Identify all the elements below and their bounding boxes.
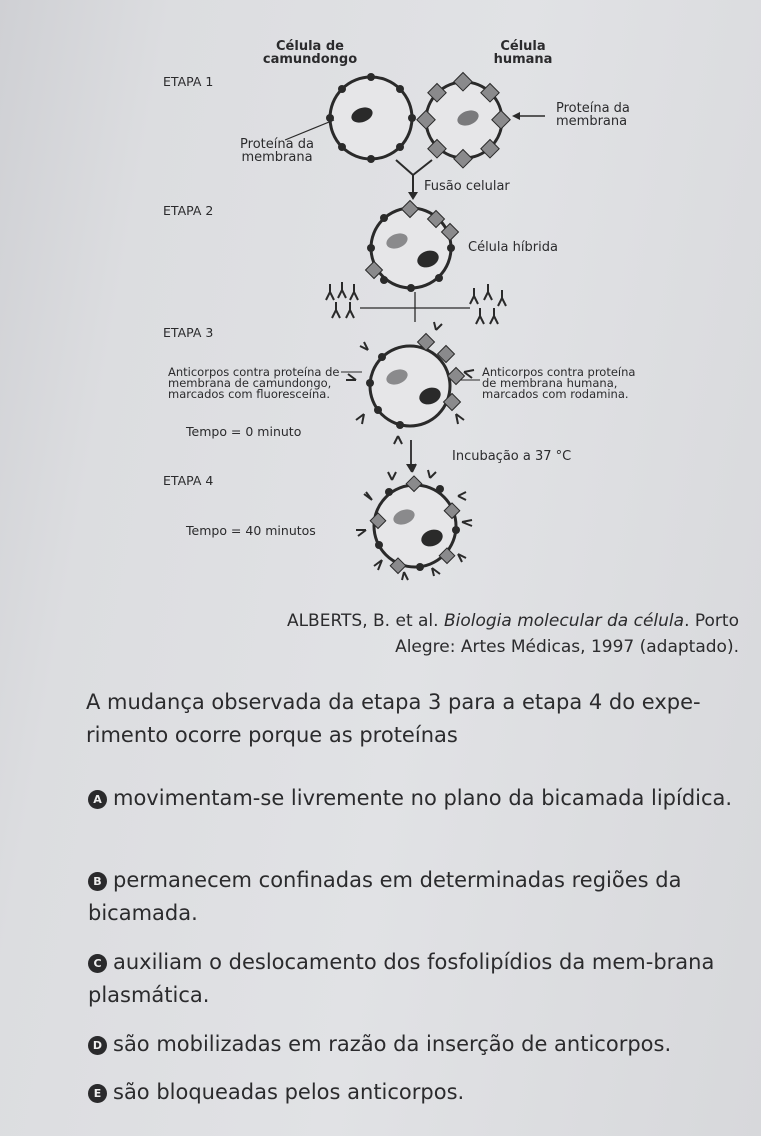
header-human [478, 40, 568, 66]
incubation-label: Incubação a 37 °C [452, 449, 572, 464]
protein-left-label [232, 138, 322, 164]
antibody-human-line1: Anticorpos contra proteína [482, 365, 636, 379]
option-d-badge: D [88, 1036, 107, 1055]
option-e-badge: E [88, 1084, 107, 1103]
antibody-mouse-line1: Anticorpos contra proteína de [168, 365, 340, 379]
protein-right-line2: membrana [556, 114, 628, 129]
citation-title: Biologia molecular da célula [443, 611, 685, 631]
protein-right-label [556, 102, 630, 128]
fusion-label: Fusão celular [424, 179, 510, 194]
cell-time-0 [346, 322, 474, 444]
option-e[interactable] [88, 1076, 738, 1109]
option-b[interactable] [88, 864, 738, 930]
human-cell [417, 73, 510, 168]
hybrid-label: Célula híbrida [468, 240, 558, 255]
protein-left-line1: Proteína da [240, 137, 314, 152]
etapa4-label: ETAPA 4 [163, 473, 214, 488]
antibody-mouse-line2: membrana de camundongo, [168, 376, 332, 390]
citation-author: ALBERTS, B. et al. [286, 611, 444, 631]
citation-line1 [287, 608, 739, 634]
cell-time-40 [356, 464, 472, 580]
option-c[interactable] [88, 946, 738, 1012]
option-d-text: são mobilizadas em razão da inserção de anticorpos. [113, 1032, 672, 1056]
header-mouse-line1: Célula de [276, 39, 344, 54]
option-a[interactable] [88, 782, 738, 815]
protein-left-line2: membrana [241, 150, 313, 165]
option-c-badge: C [88, 954, 107, 973]
antibody-mouse-line3: marcados com fluoresceína. [168, 387, 330, 401]
citation-line2: Alegre: Artes Médicas, 1997 (adaptado). [395, 637, 739, 657]
question-stem: A mudança observada da etapa 3 para a etapa 4 do expe-rimento ocorre porque as proteínas [86, 690, 701, 747]
time-0-label: Tempo = 0 minuto [186, 424, 302, 439]
header-mouse-line2: camundongo [262, 52, 358, 67]
header-human-line1: Célula [500, 39, 546, 54]
mouse-cell [326, 73, 416, 163]
etapa3-label: ETAPA 3 [163, 325, 214, 340]
citation-place: . Porto [684, 611, 739, 631]
option-b-text: permanecem confinadas em determinadas regiões da bicamada. [88, 868, 682, 925]
protein-right-line1: Proteína da [556, 101, 630, 116]
time-40-label: Tempo = 40 minutos [186, 523, 316, 538]
etapa2-label: ETAPA 2 [163, 203, 214, 218]
option-e-text: são bloqueadas pelos anticorpos. [113, 1080, 465, 1104]
header-mouse [255, 40, 365, 66]
etapa1-label: ETAPA 1 [163, 74, 214, 89]
citation [287, 608, 739, 660]
option-a-badge: A [88, 790, 107, 809]
antibody-human-line2: de membrana humana, [482, 376, 618, 390]
option-b-badge: B [88, 872, 107, 891]
antibody-human-line3: marcados com rodamina. [482, 387, 629, 401]
antibody-human-label [482, 367, 635, 400]
option-d[interactable] [88, 1028, 738, 1061]
antibody-mouse-label [168, 367, 339, 400]
header-human-line2: humana [493, 52, 553, 67]
option-a-text: movimentam-se livremente no plano da bicamada lipídica. [113, 786, 733, 810]
hybrid-cell [366, 201, 459, 292]
option-c-text: auxiliam o deslocamento dos fosfolipídios da mem-brana plasmática. [88, 950, 715, 1007]
